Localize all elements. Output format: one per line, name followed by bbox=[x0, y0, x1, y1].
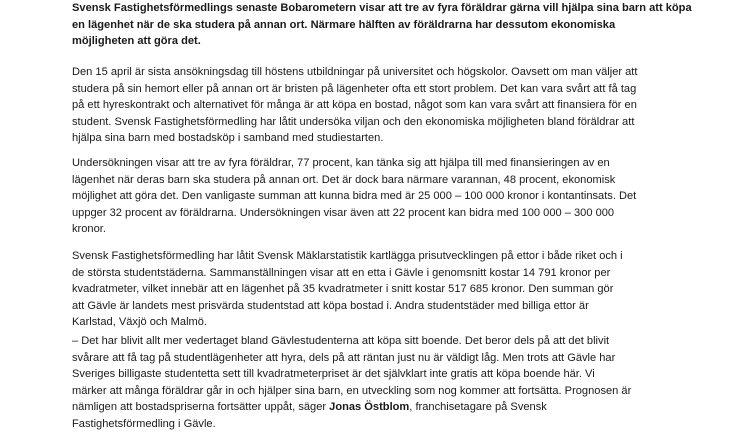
text-line: på ett hyreskontrakt och alternativet för många är att köpa en bostad, något som kan vara svårt att finansiera för en bbox=[72, 99, 637, 112]
text-line bbox=[72, 399, 712, 416]
lead-line: Svensk Fastighetsförmedlings senaste Bobarometern visar att tre av fyra föräldrar gärna vill hjälpa sina barn att köpa bbox=[72, 2, 692, 14]
paragraph-quote bbox=[72, 333, 712, 433]
text-line: Sveriges billigaste studentetta sett till kvadratmeterpriset är det självklart inte gratis att köpa boende här. Vi bbox=[72, 368, 595, 381]
text-line: Svensk Fastighetsförmedling har låtit Svensk Mäklarstatistik kartlägga prisutvecklingen på ettor i både riket och i bbox=[72, 250, 623, 262]
text-line-cut-off: Fastighetsförmedling i Gävle. bbox=[72, 417, 216, 430]
quote-text: nämligen att bostadspriserna fortsätter uppåt, säger bbox=[72, 401, 330, 414]
text-line: uppger 32 procent av föräldrarna. Undersökningen visar även att 22 procent kan bidra med 100 000 – 300 000 bbox=[72, 206, 615, 219]
text-line: svårare att få tag på studentlägenheter att hyra, dels på att räntan just nu är väldigt låg. Men trots att Gävle har bbox=[72, 351, 616, 364]
quoted-person-name: Jonas Östblom bbox=[329, 401, 410, 414]
paragraph-application-deadline bbox=[72, 64, 712, 147]
text-line: märker att många föräldrar går in och hjälper sina barn, en utveckling som nog kommer att fortsätta. Prognosen är bbox=[72, 384, 632, 397]
lead-line: möjligheten att göra det. bbox=[72, 35, 201, 48]
text-line: lägenhet när deras barn ska studera på annan ort. Det är dock bara närmare varannan, 48 procent, ekonomisk bbox=[72, 173, 616, 186]
text-line: hjälpa sina barn med bostadsköp i samband med studiestarten. bbox=[72, 132, 384, 145]
text-line: att Gävle är landets mest prisvärda studentstad att köpa bostad i. Andra studentstäder med billiga ettor är bbox=[72, 299, 589, 312]
text-line: kvadratmeter, vilket innebär att en lägenhet på 35 kvadratmeter i snitt kostar 517 685 kronor. Den summan gör bbox=[72, 283, 614, 296]
text-line: student. Svensk Fastighetsförmedling har låtit undersöka viljan och den ekonomiska möjligheten bland föräldrar att bbox=[72, 115, 635, 128]
text-line: – Det har blivit allt mer vedertaget bland Gävlestudenterna att köpa sitt boende. Det beror dels på att det blivit bbox=[72, 335, 610, 347]
lead-paragraph bbox=[72, 0, 712, 50]
lead-line: en lägenhet när de ska studera på annan ort. Närmare hälften av föräldrarna har dessutom ekonomiska bbox=[72, 18, 616, 31]
text-line: Karlstad, Växjö och Malmö. bbox=[72, 316, 208, 329]
text-line: Undersökningen visar att tre av fyra föräldrar, 77 procent, kan tänka sig att hjälpa till med finansieringen av en bbox=[72, 157, 610, 169]
paragraph-survey-results bbox=[72, 155, 712, 238]
text-line: möjlighet att göra det. Den vanligaste summan att kunna bidra med är 25 000 – 100 000 kronor i kontantinsats. Det bbox=[72, 190, 637, 203]
paragraph-price-survey bbox=[72, 248, 712, 331]
quote-attribution: , franchisetagare på Svensk bbox=[409, 401, 547, 414]
text-line: Den 15 april är sista ansökningsdag till höstens utbildningar på universitet och högskolor. Oavsett om man väljer att bbox=[72, 66, 638, 78]
text-line: de största studentstäderna. Sammanställningen visar att en etta i Gävle i genomsnitt kostar 14 791 kronor per bbox=[72, 266, 611, 279]
text-line: studera på sin hemort eller på annan ort är bristen på lägenheter ofta ett stort problem. Det kan vara svårt att få tag bbox=[72, 82, 637, 95]
text-line: kronor. bbox=[72, 223, 106, 236]
